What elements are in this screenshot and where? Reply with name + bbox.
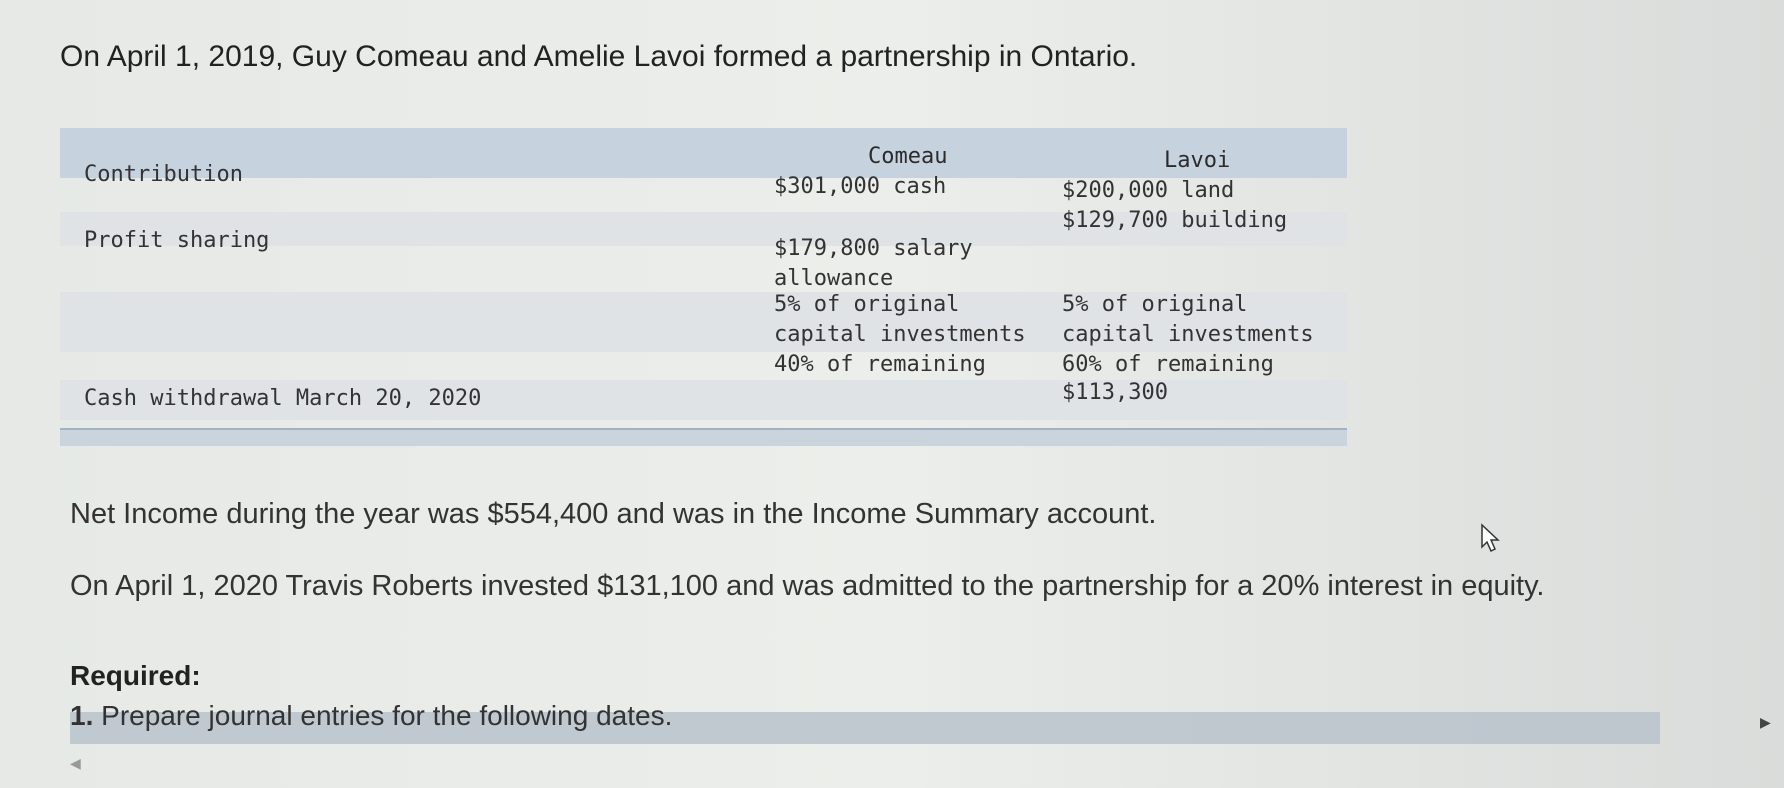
table-header-band — [60, 128, 1347, 178]
lavoi-contribution-land: $200,000 land — [1062, 178, 1235, 203]
scroll-right-arrow-icon[interactable]: ▶ — [1760, 714, 1771, 730]
lavoi-remaining-share: 60% of remaining — [1062, 352, 1274, 377]
required-heading: Required: — [70, 660, 201, 691]
col-header-lavoi: Lavoi — [1164, 148, 1231, 173]
table-bottom-border — [60, 428, 1347, 446]
roberts-admission-text: On April 1, 2020 Travis Roberts invested $131,100 and was admitted to the partnership for a 20% interest in equity. — [70, 570, 1545, 602]
step-number: 1. — [70, 700, 94, 731]
lavoi-contribution-building: $129,700 building — [1062, 208, 1288, 233]
comeau-contribution: $301,000 cash — [774, 174, 947, 199]
row-label-profit-sharing: Profit sharing — [84, 228, 270, 253]
comeau-salary-allowance: $179,800 salary allowance — [774, 236, 973, 291]
col-header-comeau: Comeau — [868, 144, 948, 169]
row-label-cash-withdrawal: Cash withdrawal March 20, 2020 — [84, 386, 482, 411]
lavoi-cash-withdrawal: $113,300 — [1062, 380, 1168, 405]
step-1-instruction — [70, 700, 672, 732]
row-label-contribution: Contribution — [84, 162, 243, 187]
mouse-pointer-icon — [1480, 523, 1502, 553]
net-income-text: Net Income during the year was $554,400 and was in the Income Summary account. — [70, 498, 1157, 530]
scroll-left-arrow-icon[interactable]: ◀ — [70, 755, 81, 771]
step-text: Prepare journal entries for the following dates. — [93, 700, 673, 731]
intro-text: On April 1, 2019, Guy Comeau and Amelie Lavoi formed a partnership in Ontario. — [60, 40, 1138, 73]
comeau-remaining-share: 40% of remaining — [774, 352, 986, 377]
lavoi-interest: 5% of original capital investments — [1062, 292, 1314, 347]
comeau-interest: 5% of original capital investments — [774, 292, 1026, 347]
